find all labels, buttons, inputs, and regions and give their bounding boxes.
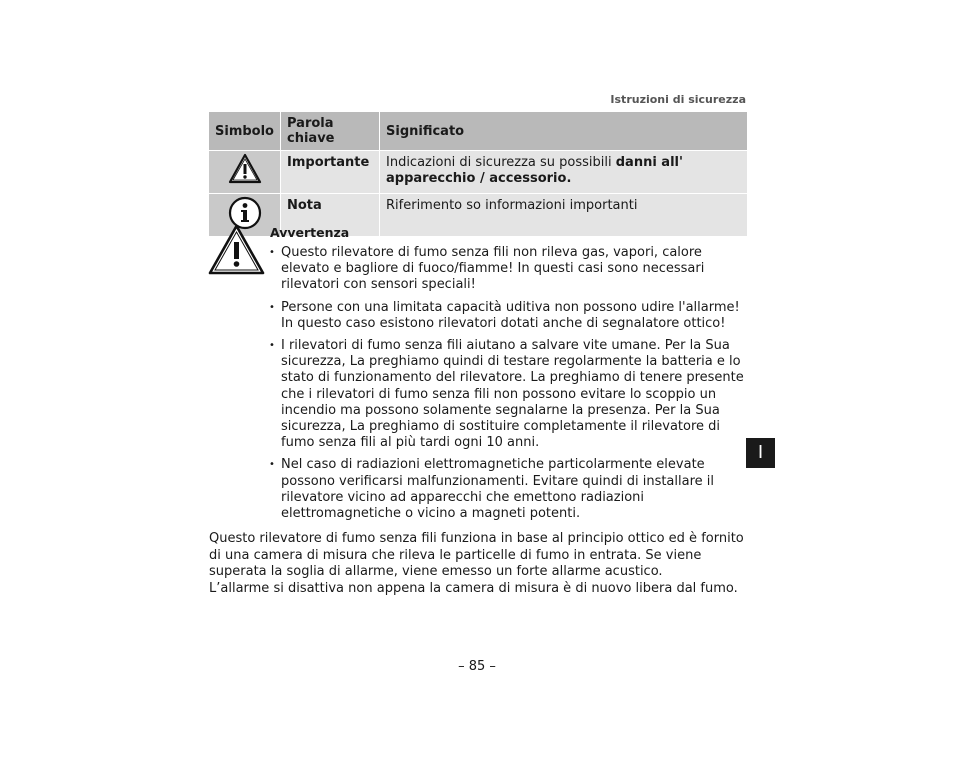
warning-triangle-icon (208, 224, 265, 276)
meaning-emphasis: danni all' apparecchio / accessorio. (386, 155, 683, 186)
meaning-cell (380, 194, 748, 237)
list-item: • Questo rilevatore di fumo senza fili non rileva gas, vapori, calore elevato e bagliore di fuoco/fiamme! In questi casi sono necessari rilevatori con sensori speciali! (268, 245, 748, 294)
warning-triangle-icon (228, 153, 262, 185)
column-header-keyword: Parola chiave (281, 112, 380, 151)
page-number: – 85 – (458, 659, 496, 674)
section-title: Istruzioni di sicurezza (610, 93, 746, 106)
paragraph: L’allarme si disattiva non appena la camera di misura è di nuovo libera dal fumo. (209, 580, 738, 596)
symbol-table (209, 112, 747, 236)
keyword-cell: Nota (281, 194, 380, 237)
table-row (209, 151, 747, 194)
meaning-text: Riferimento so informazioni importanti (386, 198, 638, 213)
body-text (209, 531, 754, 597)
symbol-cell (209, 151, 281, 194)
keyword-cell: Importante (281, 151, 380, 194)
list-item: • I rilevatori di fumo senza fili aiutano a salvare vite umane. Per la Sua sicurezza, La preghiamo quindi di testare regolarmente la batteria e lo stato di funzionamento del rilevatore. La preghiamo di tenere presente che i rilevatori di fumo senza fili non possono evitare lo scoppio un incendio ma possono solamente segnalarne la presenza. Per la Sua sicurezza, La preghiamo di sostituire completamente il rilevatore di fumo senza fili al più tardi ogni 10 anni. (268, 338, 748, 451)
meaning-cell (380, 151, 748, 194)
column-header-meaning: Significato (380, 112, 748, 151)
warning-list (268, 245, 748, 528)
list-item: • Persone con una limitata capacità uditiva non possono udire l'allarme! In questo caso esistono rilevatori dotati anche di segnalatore ottico! (268, 300, 748, 332)
paragraph: Questo rilevatore di fumo senza fili funziona in base al principio ottico ed è fornito di una camera di misura che rileva le particelle di fumo in entrata. Se viene superata la soglia di allarme, viene emesso un forte allarme acustico. (209, 531, 744, 579)
warning-title: Avvertenza (270, 225, 350, 240)
language-tab: I (746, 438, 775, 468)
table-header-row (209, 112, 747, 151)
column-header-symbol: Simbolo (209, 112, 281, 151)
list-item: • Nel caso di radiazioni elettromagnetiche particolarmente elevate possono verificarsi malfunzionamenti. Evitare quindi di installare il rilevatore vicino ad apparecchi che emettono radiazioni elettromagnetiche o vicino a magneti potenti. (268, 457, 748, 522)
meaning-text: Indicazioni di sicurezza su possibili (386, 155, 616, 170)
